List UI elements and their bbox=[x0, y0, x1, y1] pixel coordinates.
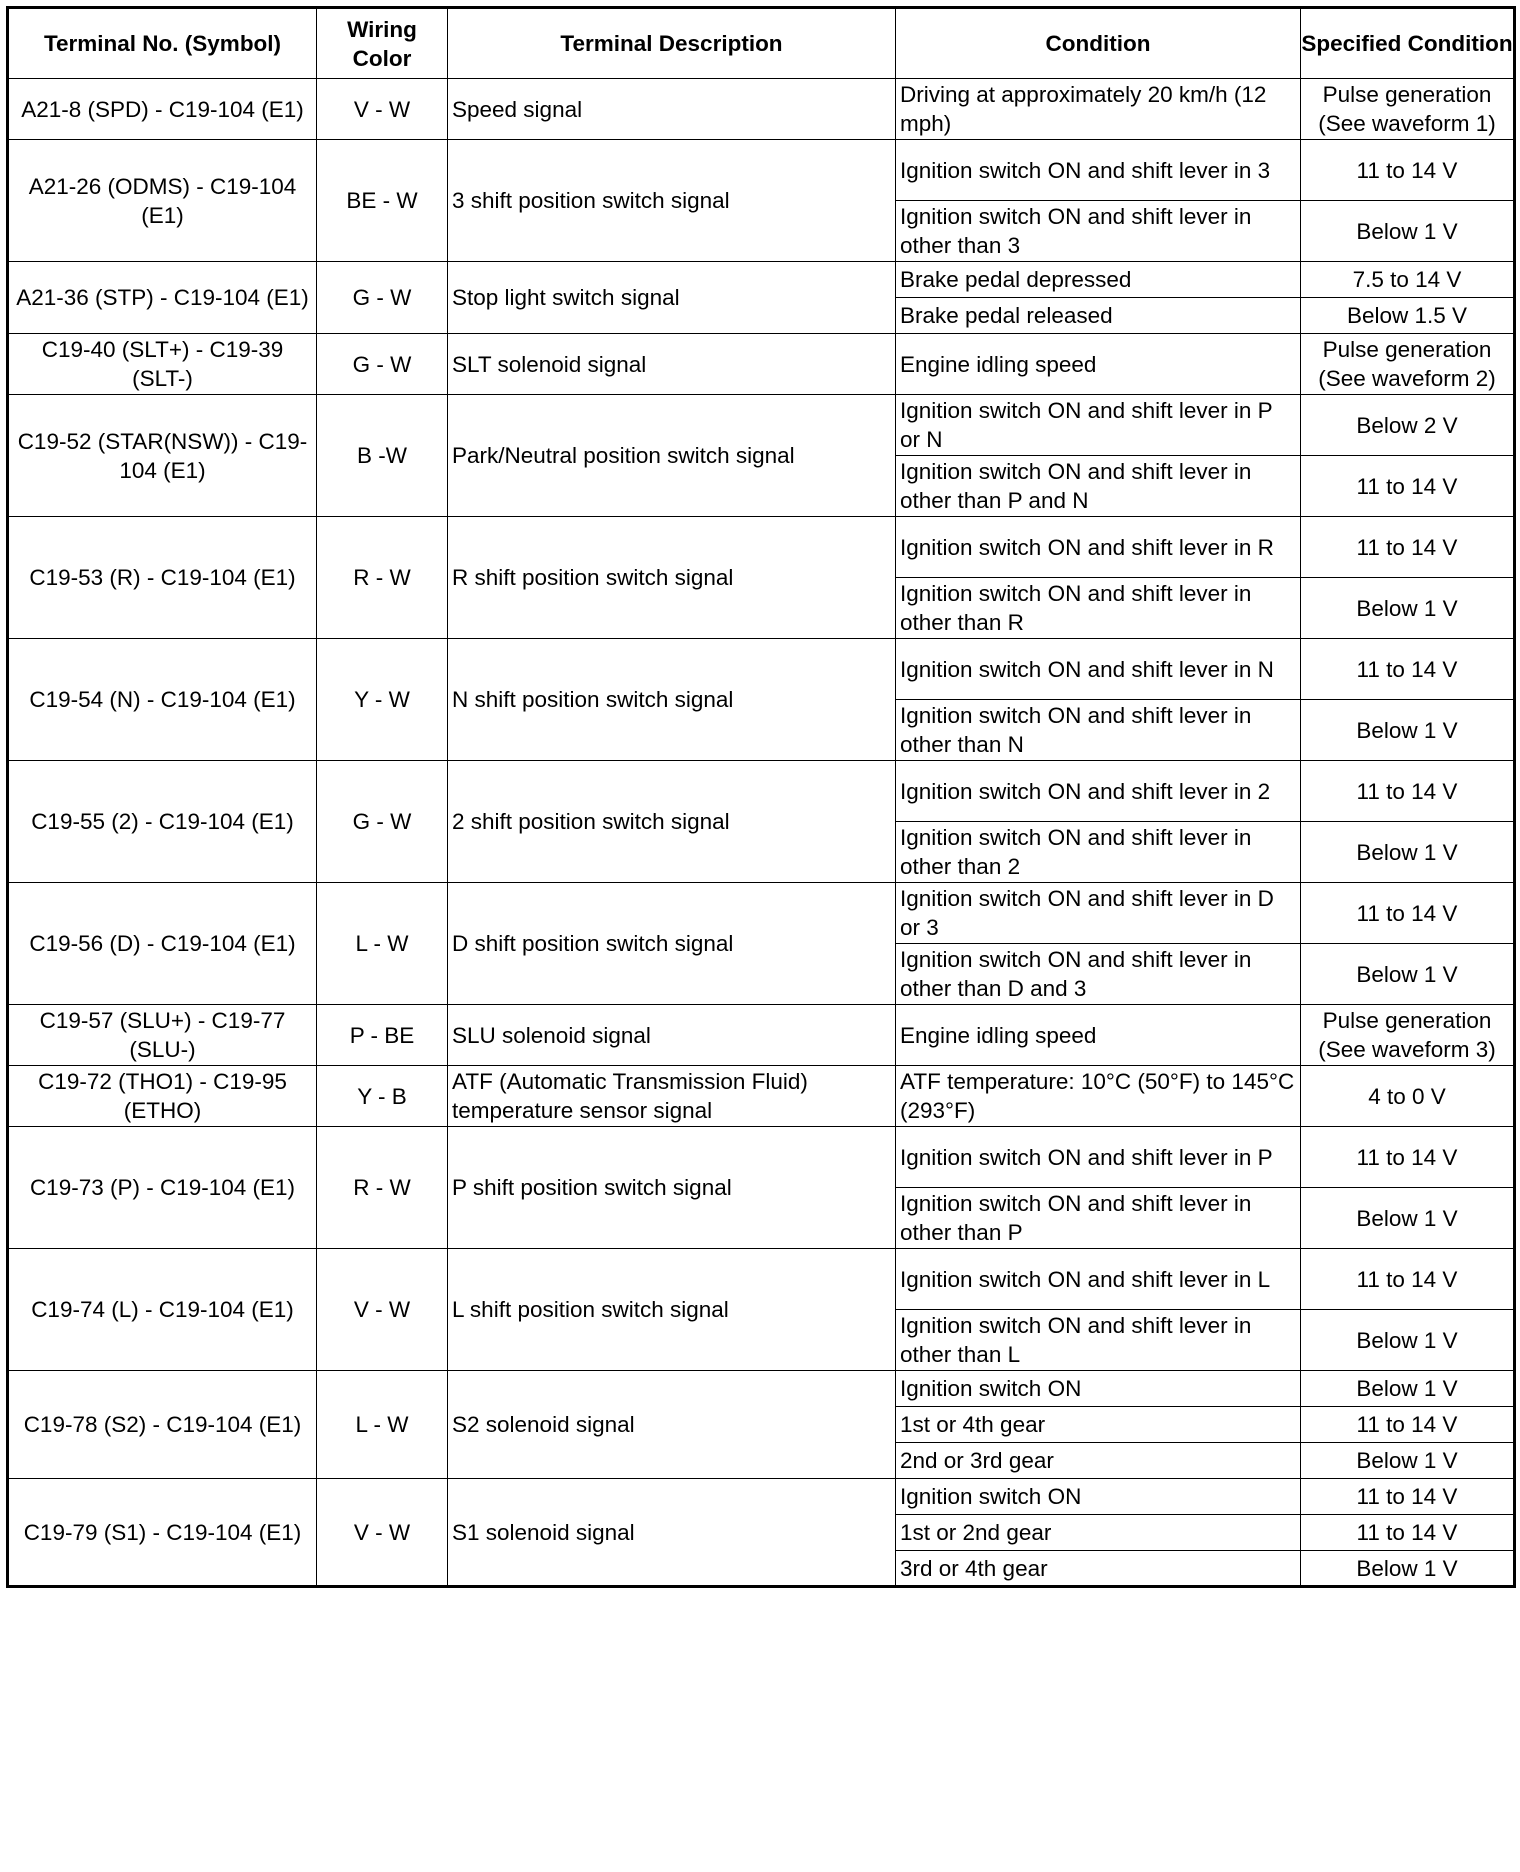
table-row bbox=[8, 883, 1515, 944]
specified-condition-cell: Below 1 V bbox=[1301, 1371, 1515, 1407]
condition-cell: Driving at approximately 20 km/h (12 mph) bbox=[896, 79, 1301, 140]
terminal-spec-table bbox=[6, 6, 1516, 1588]
condition-cell: Ignition switch ON and shift lever in R bbox=[896, 517, 1301, 578]
terminal-cell: C19-72 (THO1) - C19-95 (ETHO) bbox=[8, 1066, 317, 1127]
specified-condition-cell: 11 to 14 V bbox=[1301, 761, 1515, 822]
table-row bbox=[8, 1005, 1515, 1066]
description-cell: N shift position switch signal bbox=[448, 639, 896, 761]
table-row bbox=[8, 1249, 1515, 1310]
wiring-color-cell: B -W bbox=[317, 395, 448, 517]
header-terminal-description: Terminal Description bbox=[448, 8, 896, 79]
description-cell: ATF (Automatic Transmission Fluid) temperature sensor signal bbox=[448, 1066, 896, 1127]
table-row bbox=[8, 761, 1515, 822]
description-cell: D shift position switch signal bbox=[448, 883, 896, 1005]
specified-condition-cell: 11 to 14 V bbox=[1301, 140, 1515, 201]
condition-cell: Brake pedal released bbox=[896, 298, 1301, 334]
specified-condition-cell: Below 1 V bbox=[1301, 944, 1515, 1005]
condition-cell: Ignition switch ON and shift lever in other than P and N bbox=[896, 456, 1301, 517]
specified-condition-cell: Below 1 V bbox=[1301, 578, 1515, 639]
condition-cell: Ignition switch ON and shift lever in P bbox=[896, 1127, 1301, 1188]
specified-condition-cell: Below 1 V bbox=[1301, 1310, 1515, 1371]
terminal-cell: C19-52 (STAR(NSW)) - C19-104 (E1) bbox=[8, 395, 317, 517]
condition-cell: 3rd or 4th gear bbox=[896, 1551, 1301, 1587]
condition-cell: Brake pedal depressed bbox=[896, 262, 1301, 298]
table-row bbox=[8, 1371, 1515, 1407]
terminal-cell: C19-55 (2) - C19-104 (E1) bbox=[8, 761, 317, 883]
specified-condition-cell: Pulse generation (See waveform 3) bbox=[1301, 1005, 1515, 1066]
wiring-color-cell: R - W bbox=[317, 517, 448, 639]
condition-cell: 2nd or 3rd gear bbox=[896, 1443, 1301, 1479]
specified-condition-cell: 11 to 14 V bbox=[1301, 1479, 1515, 1515]
description-cell: Stop light switch signal bbox=[448, 262, 896, 334]
wiring-color-cell: G - W bbox=[317, 761, 448, 883]
description-cell: R shift position switch signal bbox=[448, 517, 896, 639]
condition-cell: Engine idling speed bbox=[896, 334, 1301, 395]
specified-condition-cell: Pulse generation (See waveform 1) bbox=[1301, 79, 1515, 140]
condition-cell: ATF temperature: 10°C (50°F) to 145°C (293°F) bbox=[896, 1066, 1301, 1127]
wiring-color-cell: Y - B bbox=[317, 1066, 448, 1127]
specified-condition-cell: Below 1 V bbox=[1301, 1551, 1515, 1587]
table-row bbox=[8, 262, 1515, 298]
terminal-cell: A21-36 (STP) - C19-104 (E1) bbox=[8, 262, 317, 334]
terminal-cell: C19-54 (N) - C19-104 (E1) bbox=[8, 639, 317, 761]
description-cell: 3 shift position switch signal bbox=[448, 140, 896, 262]
condition-cell: Ignition switch ON and shift lever in other than 2 bbox=[896, 822, 1301, 883]
table-row bbox=[8, 517, 1515, 578]
wiring-color-cell: V - W bbox=[317, 79, 448, 140]
specified-condition-cell: 11 to 14 V bbox=[1301, 639, 1515, 700]
description-cell: L shift position switch signal bbox=[448, 1249, 896, 1371]
table-row bbox=[8, 140, 1515, 201]
wiring-color-cell: G - W bbox=[317, 262, 448, 334]
specified-condition-cell: 7.5 to 14 V bbox=[1301, 262, 1515, 298]
description-cell: P shift position switch signal bbox=[448, 1127, 896, 1249]
wiring-color-cell: V - W bbox=[317, 1249, 448, 1371]
specified-condition-cell: Below 1 V bbox=[1301, 1443, 1515, 1479]
condition-cell: Ignition switch ON bbox=[896, 1479, 1301, 1515]
header-terminal: Terminal No. (Symbol) bbox=[8, 8, 317, 79]
specified-condition-cell: Below 2 V bbox=[1301, 395, 1515, 456]
terminal-cell: C19-40 (SLT+) - C19-39 (SLT-) bbox=[8, 334, 317, 395]
condition-cell: Ignition switch ON and shift lever in other than D and 3 bbox=[896, 944, 1301, 1005]
specified-condition-cell: 4 to 0 V bbox=[1301, 1066, 1515, 1127]
table-row bbox=[8, 1066, 1515, 1127]
table-row bbox=[8, 639, 1515, 700]
specified-condition-cell: 11 to 14 V bbox=[1301, 1515, 1515, 1551]
condition-cell: Ignition switch ON and shift lever in P or N bbox=[896, 395, 1301, 456]
table-row bbox=[8, 79, 1515, 140]
terminal-cell: C19-78 (S2) - C19-104 (E1) bbox=[8, 1371, 317, 1479]
description-cell: Park/Neutral position switch signal bbox=[448, 395, 896, 517]
wiring-color-cell: L - W bbox=[317, 883, 448, 1005]
wiring-color-cell: Y - W bbox=[317, 639, 448, 761]
condition-cell: Ignition switch ON bbox=[896, 1371, 1301, 1407]
header-wiring-color: Wiring Color bbox=[317, 8, 448, 79]
header-row bbox=[8, 8, 1515, 79]
specified-condition-cell: Below 1 V bbox=[1301, 700, 1515, 761]
wiring-color-cell: BE - W bbox=[317, 140, 448, 262]
wiring-color-cell: G - W bbox=[317, 334, 448, 395]
header-condition: Condition bbox=[896, 8, 1301, 79]
description-cell: S1 solenoid signal bbox=[448, 1479, 896, 1587]
description-cell: SLT solenoid signal bbox=[448, 334, 896, 395]
specified-condition-cell: Below 1 V bbox=[1301, 822, 1515, 883]
table-row bbox=[8, 1479, 1515, 1515]
specified-condition-cell: Below 1.5 V bbox=[1301, 298, 1515, 334]
description-cell: S2 solenoid signal bbox=[448, 1371, 896, 1479]
specified-condition-cell: 11 to 14 V bbox=[1301, 1127, 1515, 1188]
condition-cell: Ignition switch ON and shift lever in N bbox=[896, 639, 1301, 700]
terminal-cell: A21-8 (SPD) - C19-104 (E1) bbox=[8, 79, 317, 140]
condition-cell: Ignition switch ON and shift lever in other than P bbox=[896, 1188, 1301, 1249]
wiring-color-cell: R - W bbox=[317, 1127, 448, 1249]
table-body bbox=[8, 79, 1515, 1587]
condition-cell: Ignition switch ON and shift lever in 2 bbox=[896, 761, 1301, 822]
table-header bbox=[8, 8, 1515, 79]
condition-cell: Ignition switch ON and shift lever in other than N bbox=[896, 700, 1301, 761]
description-cell: Speed signal bbox=[448, 79, 896, 140]
terminal-cell: C19-74 (L) - C19-104 (E1) bbox=[8, 1249, 317, 1371]
condition-cell: Ignition switch ON and shift lever in 3 bbox=[896, 140, 1301, 201]
terminal-cell: A21-26 (ODMS) - C19-104 (E1) bbox=[8, 140, 317, 262]
condition-cell: Ignition switch ON and shift lever in D or 3 bbox=[896, 883, 1301, 944]
specified-condition-cell: 11 to 14 V bbox=[1301, 1249, 1515, 1310]
terminal-cell: C19-73 (P) - C19-104 (E1) bbox=[8, 1127, 317, 1249]
wiring-color-cell: L - W bbox=[317, 1371, 448, 1479]
condition-cell: 1st or 2nd gear bbox=[896, 1515, 1301, 1551]
specified-condition-cell: 11 to 14 V bbox=[1301, 1407, 1515, 1443]
specified-condition-cell: Below 1 V bbox=[1301, 201, 1515, 262]
description-cell: SLU solenoid signal bbox=[448, 1005, 896, 1066]
wiring-color-cell: P - BE bbox=[317, 1005, 448, 1066]
condition-cell: Ignition switch ON and shift lever in other than L bbox=[896, 1310, 1301, 1371]
terminal-cell: C19-56 (D) - C19-104 (E1) bbox=[8, 883, 317, 1005]
specified-condition-cell: Below 1 V bbox=[1301, 1188, 1515, 1249]
table-row bbox=[8, 1127, 1515, 1188]
specified-condition-cell: 11 to 14 V bbox=[1301, 517, 1515, 578]
condition-cell: 1st or 4th gear bbox=[896, 1407, 1301, 1443]
condition-cell: Ignition switch ON and shift lever in other than R bbox=[896, 578, 1301, 639]
specified-condition-cell: 11 to 14 V bbox=[1301, 883, 1515, 944]
description-cell: 2 shift position switch signal bbox=[448, 761, 896, 883]
terminal-cell: C19-53 (R) - C19-104 (E1) bbox=[8, 517, 317, 639]
wiring-color-cell: V - W bbox=[317, 1479, 448, 1587]
condition-cell: Ignition switch ON and shift lever in L bbox=[896, 1249, 1301, 1310]
table-row bbox=[8, 395, 1515, 456]
header-specified-condition: Specified Condition bbox=[1301, 8, 1515, 79]
condition-cell: Engine idling speed bbox=[896, 1005, 1301, 1066]
condition-cell: Ignition switch ON and shift lever in other than 3 bbox=[896, 201, 1301, 262]
specified-condition-cell: Pulse generation (See waveform 2) bbox=[1301, 334, 1515, 395]
table-row bbox=[8, 334, 1515, 395]
terminal-cell: C19-79 (S1) - C19-104 (E1) bbox=[8, 1479, 317, 1587]
terminal-cell: C19-57 (SLU+) - C19-77 (SLU-) bbox=[8, 1005, 317, 1066]
specified-condition-cell: 11 to 14 V bbox=[1301, 456, 1515, 517]
